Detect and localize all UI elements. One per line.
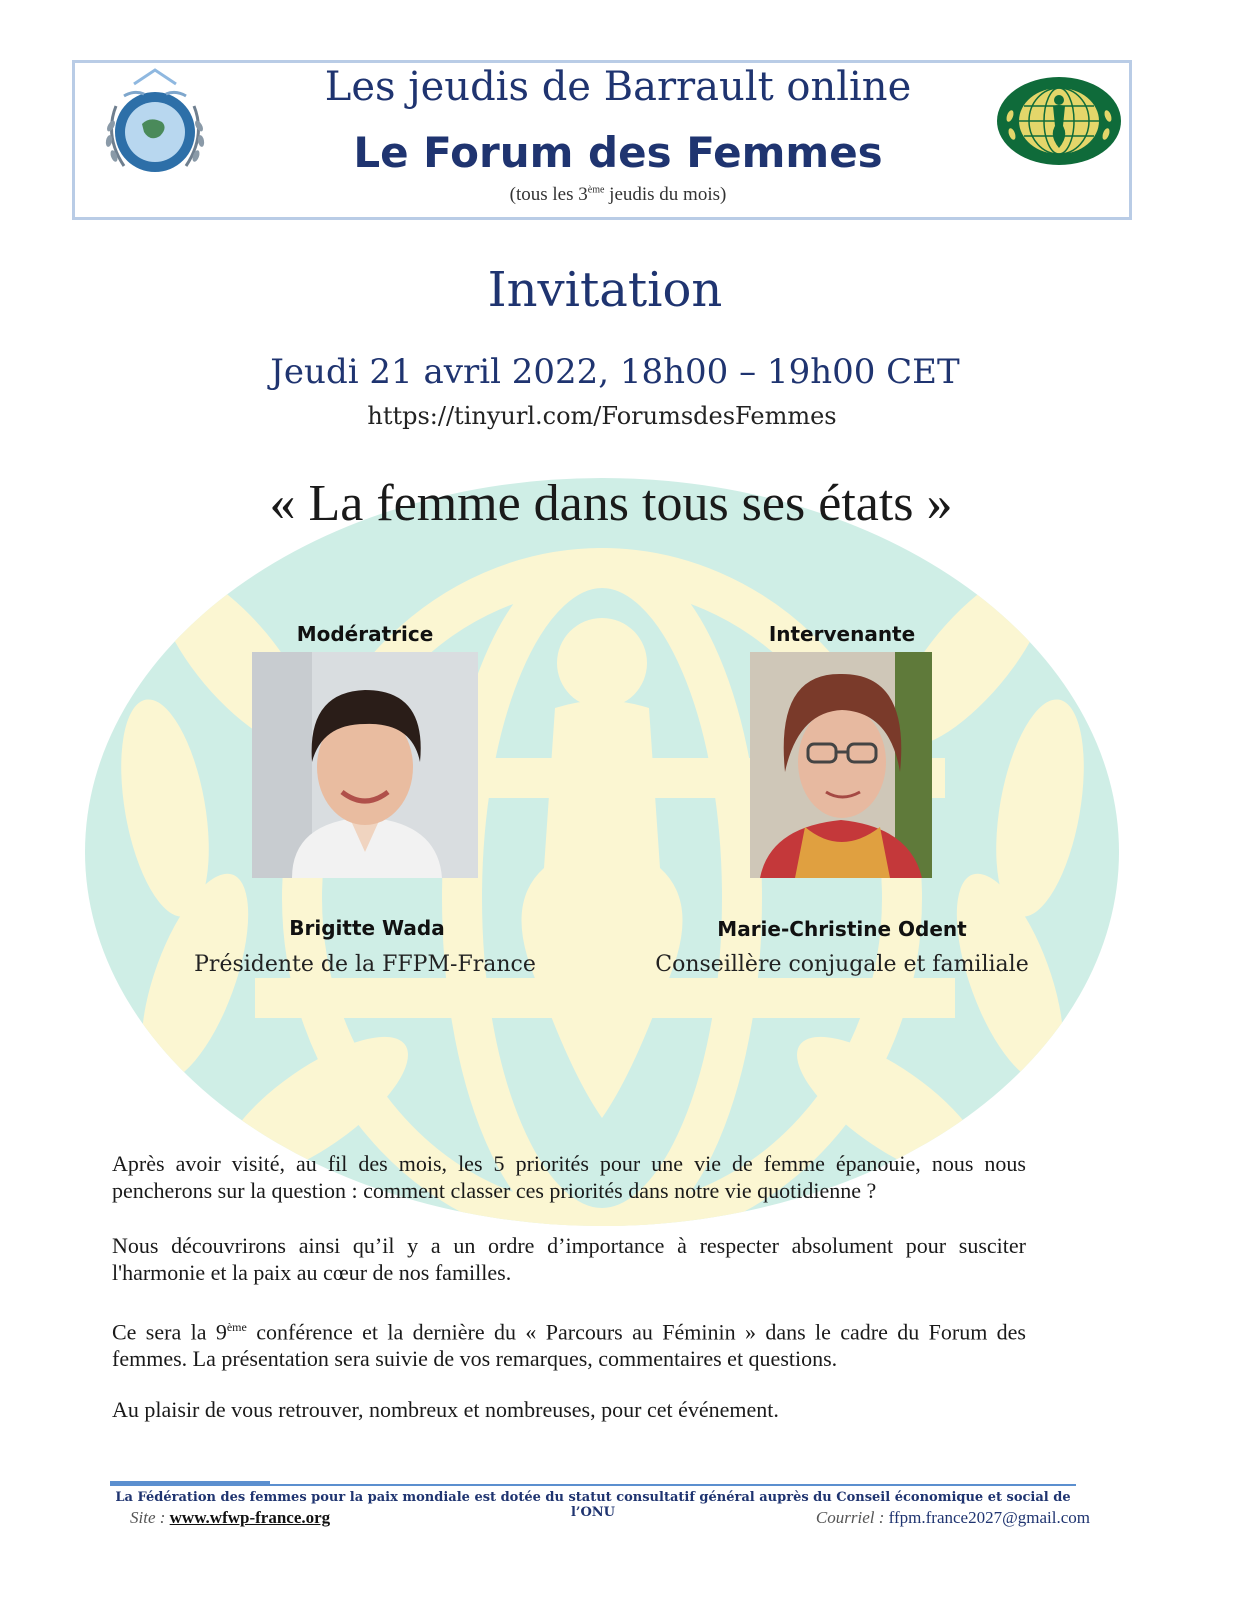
footer-mail — [816, 1508, 1090, 1528]
forum-frequency: (tous les 3ème jeudis du mois) — [509, 184, 727, 205]
footer-site-link[interactable]: www.wfwp-france.org — [169, 1508, 331, 1527]
speaker-name-speaker: Marie-Christine Odent — [717, 917, 967, 941]
event-link[interactable]: https://tinyurl.com/ForumsdesFemmes — [367, 402, 837, 430]
body-paragraph-2: Nous découvrirons ainsi qu’il y a un ordre d’importance à respecter absolument pour susciter l'harmonie et la paix au cœur de nos familles. — [112, 1233, 1026, 1285]
speaker-title-speaker: Conseillère conjugale et familiale — [655, 952, 1029, 977]
speaker-role-moderator: Modératrice — [296, 622, 434, 646]
wfwp-watermark-emblem — [85, 478, 1120, 1226]
series-title: Les jeudis de Barrault online — [324, 64, 912, 110]
footer-site — [130, 1508, 330, 1528]
footer-mail-label: Courriel : — [815, 1508, 885, 1527]
invitation-heading: Invitation — [487, 262, 723, 318]
event-date: Jeudi 21 avril 2022, 18h00 – 19h00 CET — [270, 352, 960, 392]
speaker-title-moderator: Présidente de la FFPM-France — [194, 952, 536, 977]
speaker-name-moderator: Brigitte Wada — [289, 916, 445, 940]
footer-site-label: Site : — [130, 1508, 166, 1527]
body-paragraph-1: Après avoir visité, au fil des mois, les 5 priorités pour une vie de femme épanouie, nous nous pencherons sur la question : comment classer ces priorités dans notre vie quotidienne ? — [112, 1151, 1026, 1203]
footer-mail-link[interactable]: ffpm.france2027@gmail.com — [888, 1508, 1090, 1527]
speaker-photo-speaker — [750, 652, 932, 878]
event-topic: « La femme dans tous ses états » — [269, 475, 953, 532]
body-paragraph-4: Au plaisir de vous retrouver, nombreux et nombreuses, pour cet événement. — [112, 1397, 779, 1422]
body-paragraph-3: Ce sera la 9ème conférence et la dernière du « Parcours au Féminin » dans le cadre du Forum des femmes. La présentation sera suivie de vos remarques, commentaires et questions. — [112, 1319, 1026, 1372]
speaker-role-speaker: Intervenante — [768, 622, 916, 646]
footer-rule — [110, 1484, 1076, 1486]
speaker-photo-moderator — [252, 652, 478, 878]
forum-title: Le Forum des Femmes — [353, 128, 883, 177]
footer-statement: La Fédération des femmes pour la paix mondiale est dotée du statut consultatif général auprès du Conseil économique et social de l’ONU — [115, 1490, 1071, 1520]
